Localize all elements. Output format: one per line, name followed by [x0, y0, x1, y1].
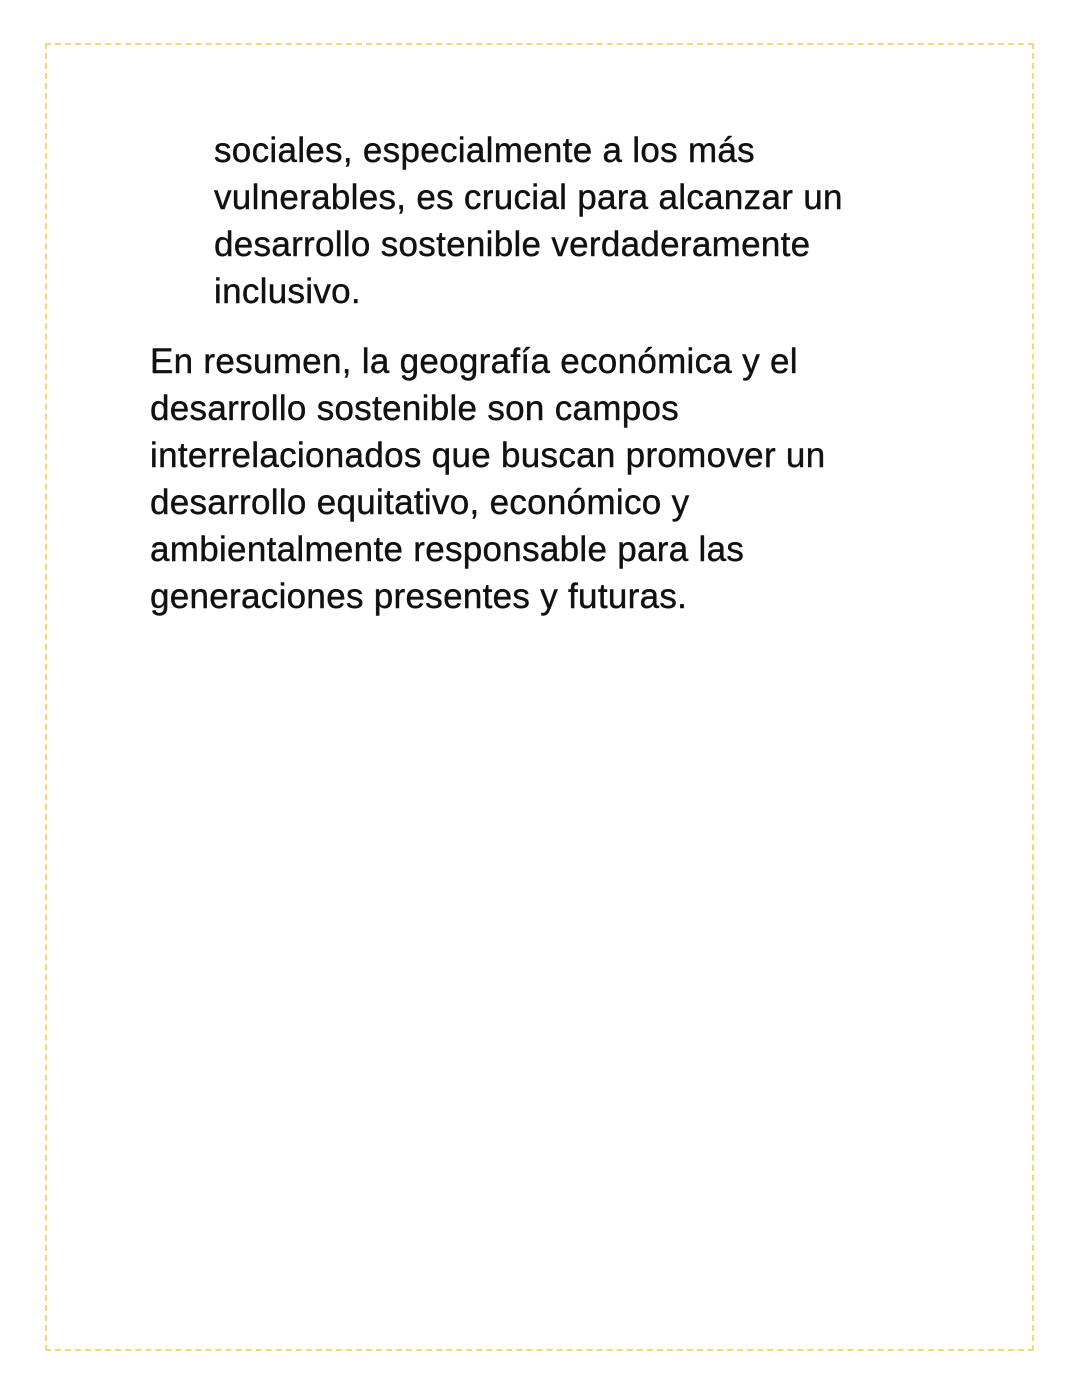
paragraph-continuation [214, 127, 843, 315]
text-line: generaciones presentes y futuras. [150, 577, 688, 616]
text-line: interrelacionados que buscan promover un [150, 436, 826, 475]
text-line: desarrollo equitativo, económico y [150, 483, 690, 522]
text-line: desarrollo sostenible son campos [150, 389, 680, 428]
text-line: vulnerables, es crucial para alcanzar un [214, 178, 843, 217]
text-line: ambientalmente responsable para las [150, 530, 745, 569]
text-line: inclusivo. [214, 272, 361, 311]
text-line: En resumen, la geografía económica y el [150, 342, 798, 381]
paragraph-summary [150, 338, 825, 620]
text-line: sociales, especialmente a los más [214, 131, 755, 170]
text-line: desarrollo sostenible verdaderamente [214, 225, 811, 264]
